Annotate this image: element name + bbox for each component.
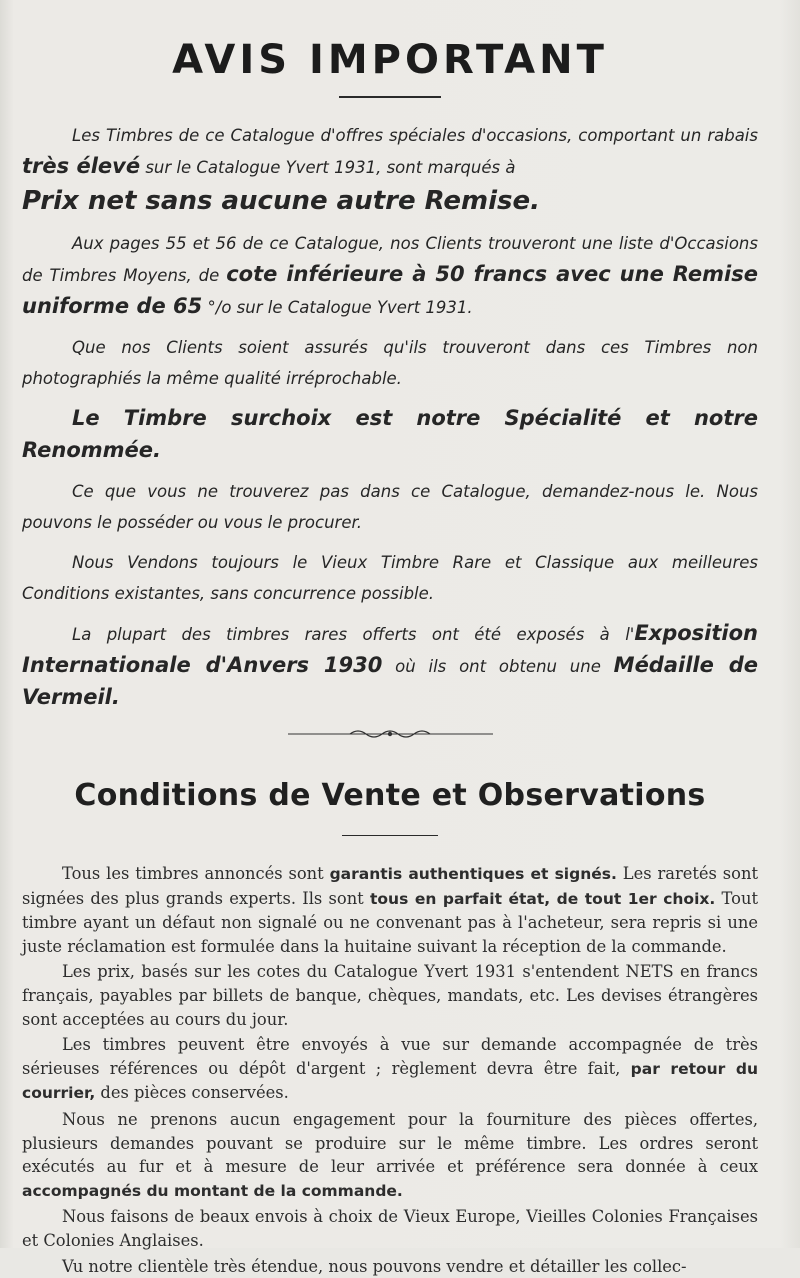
avis-paragraph-6: Nous Vendons toujours le Vieux Timbre Rare et Classique aux meilleures Conditions existantes, sans concurrence possible. bbox=[22, 547, 758, 609]
avis-p2-text: Aux pages 55 et 56 de ce Catalogue, nos Clients trouveront une liste d'Occasions de Timbres Moyens, de bbox=[22, 234, 758, 285]
avis-p7-text-2: où ils ont obtenu une bbox=[382, 657, 613, 676]
cond-p1-text-3: Tout timbre ayant un défaut non signalé ou ne convenant pas à l'acheteur, sera repris si une juste réclamation est formulée dans la huitaine suivant la réception de la commande. bbox=[22, 889, 758, 956]
conditions-paragraph-6: Vu notre clientèle très étendue, nous pouvons vendre et détailler les collec- bbox=[22, 1255, 758, 1278]
cond-p1-bold: garantis authentiques et signés. bbox=[330, 865, 617, 883]
avis-title: AVIS IMPORTANT bbox=[22, 0, 758, 92]
avis-p2-text-2: °/o sur le Catalogue Yvert 1931. bbox=[202, 298, 472, 317]
avis-p1-text: Les Timbres de ce Catalogue d'offres spéciales d'occasions, comportant un rabais bbox=[72, 126, 758, 145]
cond-p1-text: Tous les timbres annoncés sont bbox=[62, 864, 330, 883]
ornament-divider bbox=[288, 728, 493, 740]
avis-paragraph-7 bbox=[22, 618, 758, 714]
avis-paragraph-4 bbox=[22, 403, 758, 467]
avis-p7-emphasis: Exposition Internationale d'Anvers 1930 bbox=[22, 621, 758, 677]
avis-paragraph-5: Ce que vous ne trouverez pas dans ce Catalogue, demandez-nous le. Nous pouvons le posséder ou vous le procurer. bbox=[22, 476, 758, 538]
avis-p1-text-2: sur le Catalogue Yvert 1931, sont marqués à bbox=[140, 158, 515, 177]
avis-paragraph-3: Que nos Clients soient assurés qu'ils trouveront dans ces Timbres non photographiés la même qualité irréprochable. bbox=[22, 332, 758, 394]
title-underline bbox=[339, 96, 441, 98]
avis-section bbox=[22, 120, 758, 714]
cond-p3-bold: par retour du courrier, bbox=[22, 1060, 758, 1103]
cond-p4-text: Nous ne prenons aucun engagement pour la fourniture des pièces offertes, plusieurs demandes pouvant se produire sur le même timbre. Les ordres seront exécutés au fur et à mesure de leur arrivée et préférence sera donnée à ceux bbox=[22, 1110, 758, 1176]
cond-p1-bold-2: tous en parfait état, de tout 1er choix. bbox=[370, 890, 715, 908]
cond-p3-text-2: des pièces conservées. bbox=[95, 1083, 289, 1102]
conditions-title: Conditions de Vente et Observations bbox=[22, 778, 758, 813]
cond-p4-bold: accompagnés du montant de la commande. bbox=[22, 1182, 403, 1200]
conditions-underline bbox=[342, 835, 438, 836]
conditions-paragraph-3 bbox=[22, 1033, 758, 1106]
cond-p3-text: Les timbres peuvent être envoyés à vue sur demande accompagnée de très sérieuses références ou dépôt d'argent ; règlement devra être fait, bbox=[22, 1035, 758, 1078]
cond-p1-text-2: Les raretés sont signées des plus grands experts. Ils sont bbox=[22, 864, 758, 908]
conditions-paragraph-4 bbox=[22, 1108, 758, 1203]
avis-p4-emphasis: Le Timbre surchoix est notre Spécialité et notre Renommée. bbox=[22, 406, 758, 462]
conditions-paragraph-2: Les prix, basés sur les cotes du Catalogue Yvert 1931 s'entendent NETS en francs français, payables par billets de banque, chèques, mandats, etc. Les devises étrangères sont acceptées au cours du jour. bbox=[22, 960, 758, 1031]
avis-p7-emphasis-2: Médaille de Vermeil. bbox=[22, 653, 758, 709]
conditions-paragraph-1 bbox=[22, 862, 758, 958]
avis-p1-headline: Prix net sans aucune autre Remise. bbox=[22, 183, 758, 219]
avis-paragraph-1 bbox=[22, 120, 758, 219]
conditions-paragraph-5: Nous faisons de beaux envois à choix de Vieux Europe, Vieilles Colonies Françaises et Colonies Anglaises. bbox=[22, 1205, 758, 1252]
avis-paragraph-2 bbox=[22, 228, 758, 323]
avis-p2-emphasis: cote inférieure à 50 francs avec une Remise uniforme de 65 bbox=[22, 262, 758, 318]
avis-p7-text: La plupart des timbres rares offerts ont été exposés à l' bbox=[72, 625, 634, 644]
avis-p1-emphasis: très élevé bbox=[22, 154, 140, 178]
conditions-section bbox=[22, 862, 758, 1278]
